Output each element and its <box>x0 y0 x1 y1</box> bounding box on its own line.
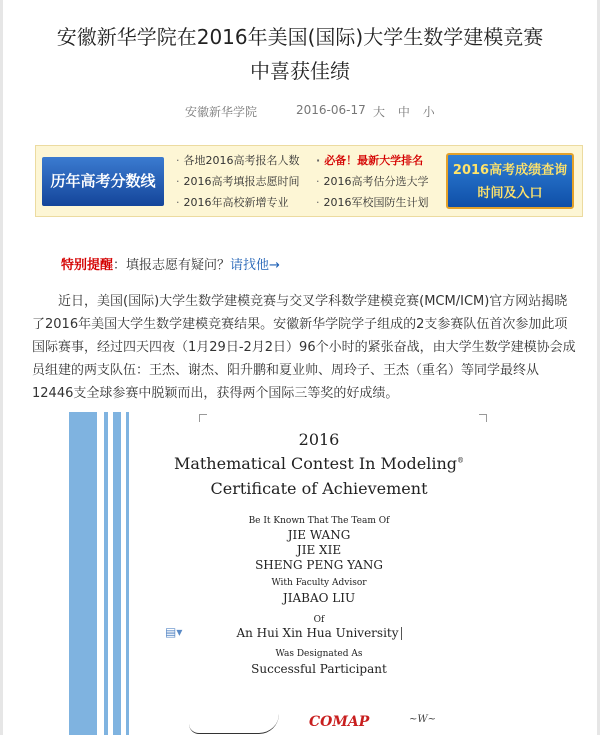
banner-link-rankings[interactable]: · 必备！最新大学排名 <box>316 152 423 168</box>
title-line-2: 中喜获佳绩 <box>250 59 350 83</box>
cert-with-advisor: With Faculty Advisor <box>271 578 367 588</box>
font-size-small[interactable]: 小 <box>422 105 435 119</box>
article-title <box>10 20 590 88</box>
score-query-button[interactable] <box>446 153 574 209</box>
banner-link-military[interactable]: · 2016军校国防生计划 <box>316 194 429 210</box>
tip-link[interactable]: 请找他→ <box>230 258 280 273</box>
banner-link-new-majors[interactable]: · 2016年高校新增专业 <box>176 194 289 210</box>
cert-designated: Was Designated As <box>275 649 363 659</box>
title-line-1: 安徽新华学院在2016年美国(国际)大学生数学建模竞赛 <box>56 25 544 49</box>
banner-link-application-time[interactable]: · 2016高考填报志愿时间 <box>176 173 300 189</box>
article-source: 安徽新华学院 <box>185 105 258 119</box>
score-query-line-2: 时间及入口 <box>477 186 543 201</box>
cert-year: 2016 <box>298 430 340 449</box>
cert-member: SHENG PENG YANG <box>255 558 383 572</box>
document-icon[interactable]: ▤▾ <box>165 625 183 639</box>
cert-result: Successful Participant <box>251 662 387 676</box>
banner-link-applicants[interactable]: · 各地2016高考报名人数 <box>176 152 300 168</box>
promo-banner <box>35 145 583 217</box>
banner-link-estimate[interactable]: · 2016高考估分选大学 <box>316 173 429 189</box>
cert-stripe <box>126 412 129 735</box>
cert-university: An Hui Xin Hua University <box>149 626 489 640</box>
score-query-line-1: 2016高考成绩查询 <box>452 163 568 178</box>
cert-advisor: JIABAO LIU <box>282 591 356 605</box>
signature: ~W~ <box>409 714 437 725</box>
comap-logo: COMAP <box>309 714 370 730</box>
tip-text: ：填报志愿有疑问？ <box>113 258 231 273</box>
cert-contest: Mathematical Contest In Modeling® <box>173 454 465 473</box>
cert-stripe <box>113 412 121 735</box>
special-tip <box>61 254 280 273</box>
font-size-large[interactable]: 大 <box>373 105 386 119</box>
left-border <box>0 0 3 735</box>
cert-of: Of <box>313 615 325 625</box>
tip-label: 特别提醒 <box>61 258 114 273</box>
font-size-medium[interactable]: 中 <box>397 105 410 119</box>
font-size-switcher <box>373 103 444 120</box>
cert-corner-mark <box>479 414 487 422</box>
cert-member: JIE WANG <box>287 528 351 542</box>
article-date: 2016-06-17 <box>296 103 366 117</box>
cert-heading: Certificate of Achievement <box>210 479 428 498</box>
signature <box>189 714 279 734</box>
cert-stripe <box>104 412 108 735</box>
cert-stripe <box>69 412 97 735</box>
article-body: 近日，美国(国际)大学生数学建模竞赛与交叉学科数学建模竞赛(MCM/ICM)官方网站揭晓了2016年美国大学生数学建模竞赛结果。安徽新华学院学子组成的2支参赛队伍首次参加此项国际赛事，经过四天四夜（1月29日-2月2日）96个小时的紧张奋战，由大学生数学建模协会成员组建的两支队伍：王杰、谢杰、阳升鹏和夏业帅、周玲子、王杰（重名）等同学最终从12446支全球参赛中脱颖而出，获得两个国际三等奖的好成绩。 <box>32 294 576 401</box>
certificate-image <box>69 412 560 735</box>
cert-corner-mark <box>199 414 207 422</box>
score-lines-button[interactable]: 历年高考分数线 <box>42 157 164 206</box>
cert-member: JIE XIE <box>296 543 342 557</box>
cert-be-it-known: Be It Known That The Team Of <box>248 516 390 526</box>
